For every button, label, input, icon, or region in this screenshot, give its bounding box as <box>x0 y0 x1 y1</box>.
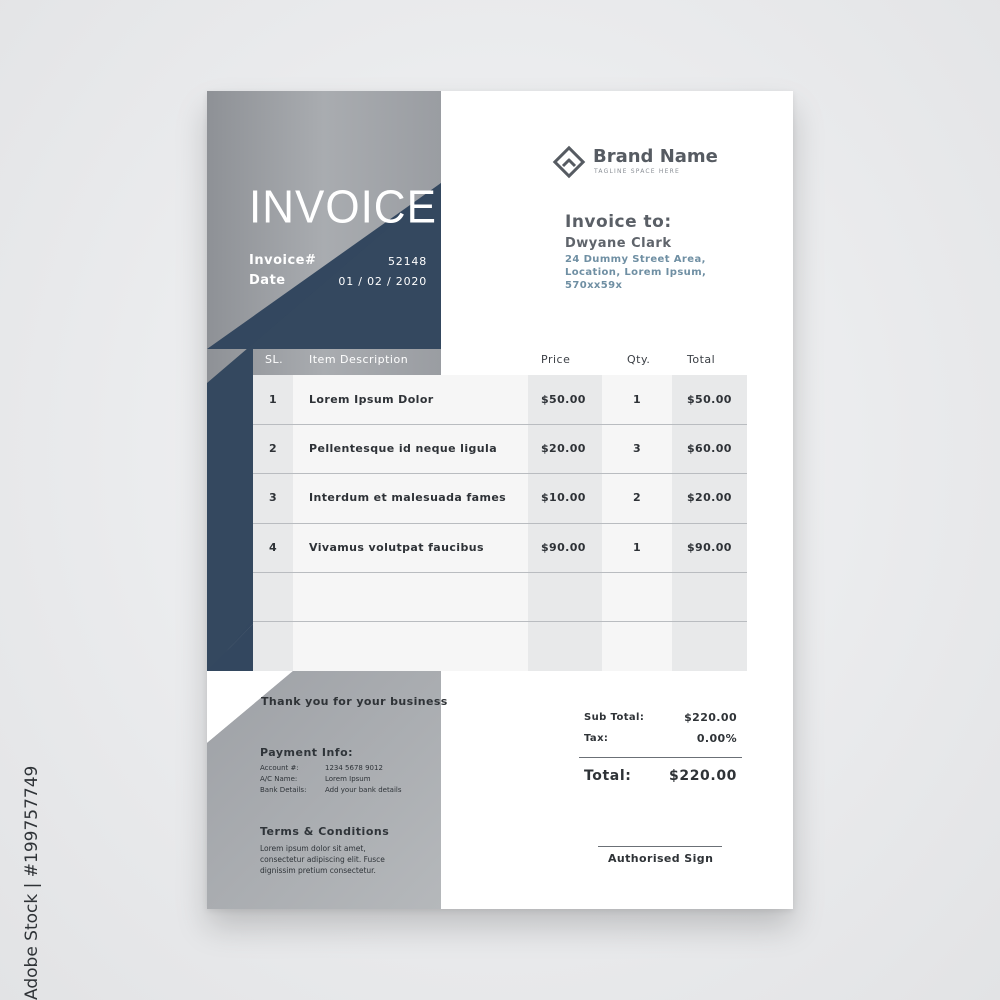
cell-price: $90.00 <box>541 541 586 554</box>
brand-name: Brand Name <box>593 146 718 167</box>
invoice-sheet <box>207 91 793 909</box>
brand-tagline: TAGLINE SPACE HERE <box>594 168 680 175</box>
invoice-number-label: Invoice# <box>249 253 317 268</box>
payment-field-value: Lorem Ipsum <box>325 775 371 783</box>
cell-total: $50.00 <box>687 393 732 406</box>
subtotal-label: Sub Total: <box>584 712 645 723</box>
cell-sl: 3 <box>269 491 278 504</box>
cell-sl: 1 <box>269 393 278 406</box>
table-row <box>253 424 747 473</box>
client-name: Dwyane Clark <box>565 236 672 251</box>
cell-description: Interdum et malesuada fames <box>309 491 507 504</box>
cell-sl: 4 <box>269 541 278 554</box>
stock-id-text: Adobe Stock | #199757749 <box>22 765 42 1000</box>
summary-divider <box>579 757 742 758</box>
date-label: Date <box>249 273 286 288</box>
terms-title: Terms & Conditions <box>260 825 390 838</box>
table-row-empty <box>253 572 747 621</box>
total-value: $220.00 <box>669 768 737 784</box>
terms-line: Lorem ipsum dolor sit amet, <box>260 844 366 853</box>
header-qty: Qty. <box>627 353 651 366</box>
client-address <box>565 253 765 292</box>
cell-total: $90.00 <box>687 541 732 554</box>
payment-field-value: 1234 5678 9012 <box>325 764 383 772</box>
table-row <box>253 473 747 522</box>
cell-price: $10.00 <box>541 491 586 504</box>
address-line: Location, Lorem Ipsum, <box>565 267 707 278</box>
cell-price: $20.00 <box>541 442 586 455</box>
cell-price: $50.00 <box>541 393 586 406</box>
stock-id-label <box>0 765 42 1000</box>
payment-info-title: Payment Info: <box>260 746 354 759</box>
subtotal-value: $220.00 <box>684 711 737 724</box>
cell-total: $60.00 <box>687 442 732 455</box>
header-sl: SL. <box>265 353 284 366</box>
header-total: Total <box>687 353 716 366</box>
payment-field-label: A/C Name: <box>260 775 298 783</box>
invoice-title: INVOICE <box>249 181 437 234</box>
cell-total: $20.00 <box>687 491 732 504</box>
table-row <box>253 523 747 572</box>
signature-line <box>598 846 722 847</box>
signature-label: Authorised Sign <box>608 852 714 865</box>
header-description: Item Description <box>309 353 409 366</box>
cell-sl: 2 <box>269 442 278 455</box>
thanks-message: Thank you for your business <box>261 695 448 708</box>
terms-text <box>260 843 420 876</box>
tax-value: 0.00% <box>696 732 737 745</box>
tax-label: Tax: <box>584 733 609 744</box>
total-label: Total: <box>584 768 632 784</box>
invoice-to-label: Invoice to: <box>565 212 672 232</box>
payment-field-label: Account #: <box>260 764 299 772</box>
items-table <box>253 375 747 671</box>
table-row <box>253 375 747 424</box>
cell-qty: 3 <box>632 442 642 455</box>
date-value: 01 / 02 / 2020 <box>338 275 427 288</box>
payment-field-label: Bank Details: <box>260 786 307 794</box>
terms-line: dignissim pretium consectetur. <box>260 866 376 875</box>
cell-description: Pellentesque id neque ligula <box>309 442 498 455</box>
cell-qty: 1 <box>632 393 642 406</box>
terms-line: consectetur adipiscing elit. Fusce <box>260 855 385 864</box>
table-row-empty <box>253 621 747 670</box>
cell-description: Lorem Ipsum Dolor <box>309 393 434 406</box>
invoice-number-value: 52148 <box>388 255 427 268</box>
address-line: 570xx59x <box>565 280 623 291</box>
cell-description: Vivamus volutpat faucibus <box>309 541 484 554</box>
payment-field-value: Add your bank details <box>325 786 402 794</box>
diamond-logo-icon <box>552 145 586 179</box>
header-price: Price <box>541 353 571 366</box>
cell-qty: 1 <box>632 541 642 554</box>
cell-qty: 2 <box>632 491 642 504</box>
address-line: 24 Dummy Street Area, <box>565 254 706 265</box>
